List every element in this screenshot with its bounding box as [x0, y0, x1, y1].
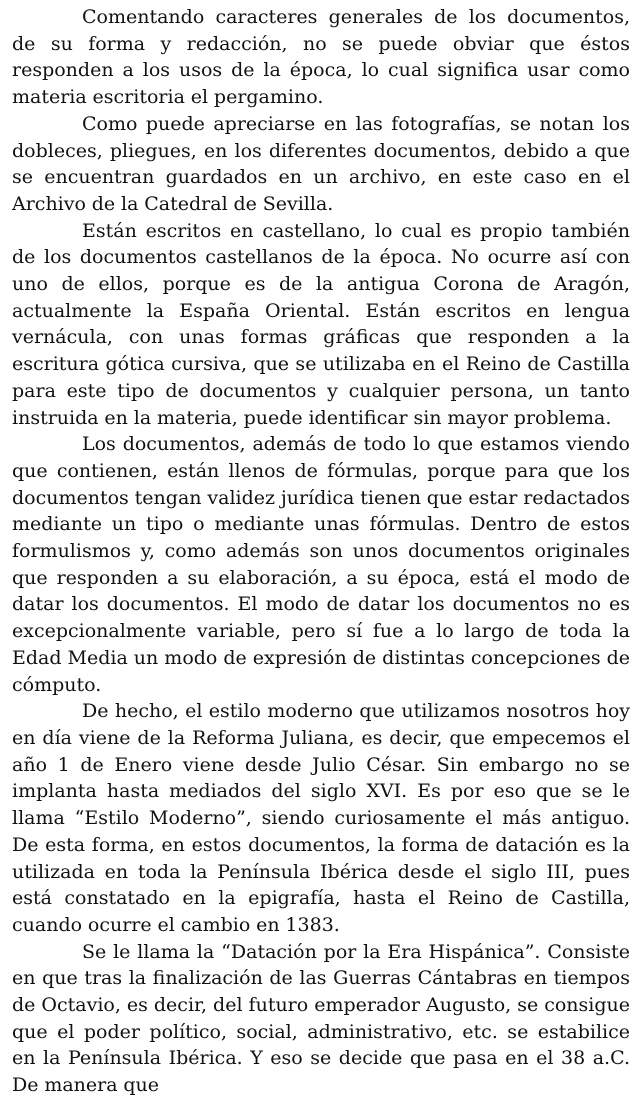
paragraph: Los documentos, además de todo lo que estamos viendo que contienen, están llenos de fórmulas, porque para que los documentos tengan validez jurídica tienen que estar redactados mediante un tipo o mediante unas fórmulas. Dentro de estos formulismos y, como además son unos documentos originales que responden a su elaboración, a su época, está el modo de datar los documentos. El modo de datar los documentos no es excepcionalmente variable, pero sí fue a lo largo de toda la Edad Media un modo de expresión de distintas concepciones de cómputo.: [12, 433, 630, 696]
paragraph: Están escritos en castellano, lo cual es propio también de los documentos castellanos de la época. No ocurre así con uno de ellos, porque es de la antigua Corona de Aragón, actualmente la España Oriental. Están escritos en lengua vernácula, con unas formas gráficas que responden a la escritura gótica cursiva, que se utilizaba en el Reino de Castilla para este tipo de documentos y cualquier persona, un tanto instruida en la materia, puede identificar sin mayor problema.: [12, 219, 630, 429]
document-page: [12, 4, 630, 1099]
paragraph: Se le llama la “Datación por la Era Hispánica”. Consiste en que tras la finalización de las Guerras Cántabras en tiempos de Octavio, es decir, del futuro emperador Augusto, se consigue que el poder político, social, administrativo, etc. se estabilice en la Península Ibérica. Y eso se decide que pasa en el 38 a.C. De manera que: [12, 940, 630, 1097]
paragraph: Como puede apreciarse en las fotografías, se notan los dobleces, pliegues, en los diferentes documentos, debido a que se encuentran guardados en un archivo, en este caso en el Archivo de la Catedral de Sevilla.: [12, 112, 630, 215]
paragraph: De hecho, el estilo moderno que utilizamos nosotros hoy en día viene de la Reforma Juliana, es decir, que empecemos el año 1 de Enero viene desde Julio César. Sin embargo no se implanta hasta mediados del siglo XVI. Es por eso que se le llama “Estilo Moderno”, siendo curiosamente el más antiguo. De esta forma, en estos documentos, la forma de datación es la utilizada en toda la Península Ibérica desde el siglo III, pues está constatado en la epigrafía, hasta el Reino de Castilla, cuando ocurre el cambio en 1383.: [12, 700, 630, 936]
paragraph: Comentando caracteres generales de los documentos, de su forma y redacción, no se puede obviar que éstos responden a los usos de la época, lo cual significa usar como materia escritoria el pergamino.: [12, 6, 630, 109]
